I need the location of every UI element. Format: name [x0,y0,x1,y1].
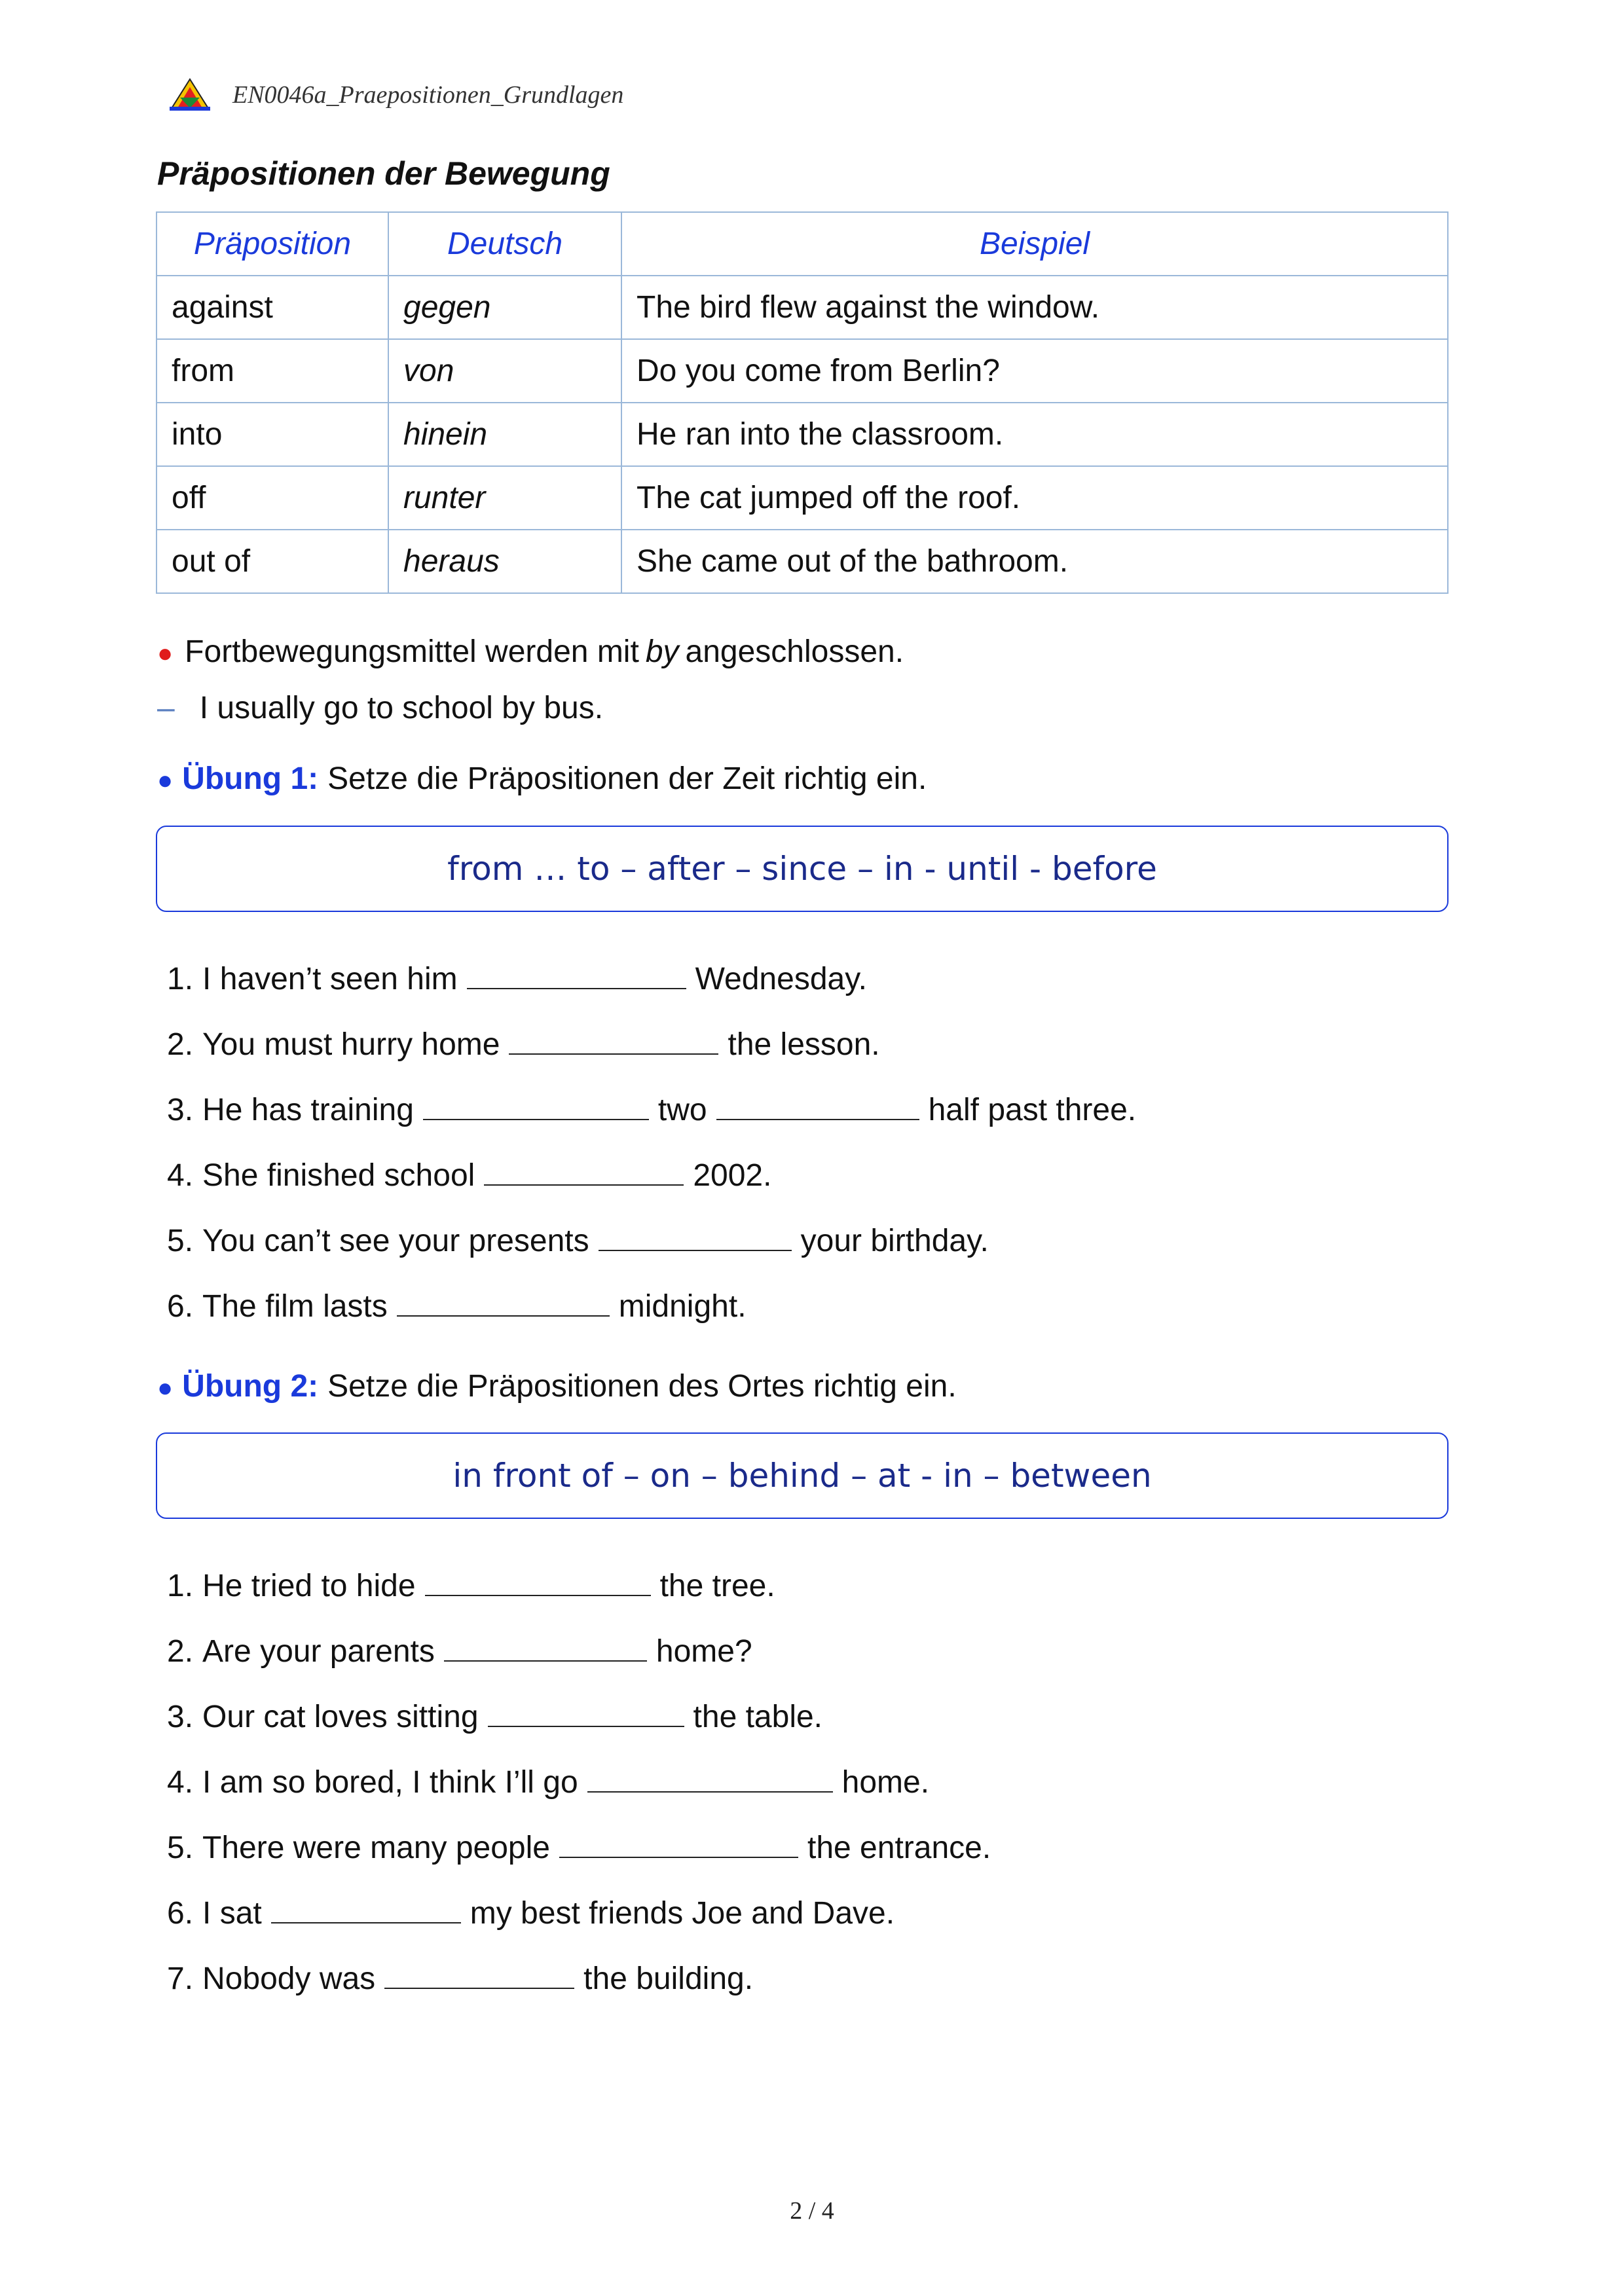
example-cell: He ran into the classroom. [621,403,1448,466]
note-example-line [157,690,603,726]
german-cell: gegen [388,276,621,339]
note-line [157,634,904,670]
exercise2-heading [157,1368,957,1404]
column-header: Deutsch [388,212,621,276]
example-cell: The cat jumped off the roof. [621,466,1448,530]
item-text: I am so bored, I think I’ll go [202,1765,578,1800]
preposition-cell: from [157,339,388,403]
item-number: 5. [167,1224,194,1258]
item-text: home? [655,1634,752,1669]
item-number: 3. [167,1700,194,1734]
answer-blank[interactable] [587,1765,833,1793]
item-text: Wednesday. [695,962,867,996]
exercise-item [167,1157,771,1194]
preposition-cell: into [157,403,388,466]
answer-blank[interactable] [599,1224,792,1251]
item-text: I haven’t seen him [202,962,458,996]
example-cell: The bird flew against the window. [621,276,1448,339]
example-cell: She came out of the bathroom. [621,530,1448,593]
german-cell: heraus [388,530,621,593]
answer-blank[interactable] [423,1093,649,1120]
page-header [167,72,623,118]
item-number: 4. [167,1158,194,1193]
item-text: He has training [202,1093,414,1127]
item-text: She finished school [202,1158,475,1193]
item-text: The film lasts [202,1289,388,1324]
item-text: the entrance. [807,1831,991,1865]
exercise-item [167,1027,880,1063]
item-text: midnight. [618,1289,747,1324]
section-title: Präpositionen der Bewegung [157,155,610,192]
exercise-item [167,1764,929,1800]
column-header: Beispiel [621,212,1448,276]
table-row [157,339,1448,403]
answer-blank[interactable] [488,1700,684,1727]
answer-blank[interactable] [484,1158,684,1186]
german-cell: hinein [388,403,621,466]
item-text: I sat [202,1896,262,1931]
answer-blank[interactable] [444,1634,647,1662]
table-row [157,530,1448,593]
table-header-row [157,212,1448,276]
exercise-item [167,1633,752,1669]
item-number: 7. [167,1961,194,1996]
item-text: half past three. [928,1093,1137,1127]
item-number: 3. [167,1093,194,1127]
exercise-label: Übung 2: [182,1369,319,1404]
answer-blank[interactable] [467,962,686,989]
column-header: Präposition [157,212,388,276]
item-number: 2. [167,1634,194,1669]
item-number: 4. [167,1765,194,1800]
exercise-item [167,1223,989,1259]
item-text: my best friends Joe and Dave. [470,1896,895,1931]
item-text: Our cat loves sitting [202,1700,479,1734]
item-text: You can’t see your presents [202,1224,589,1258]
answer-blank[interactable] [559,1831,798,1858]
answer-blank[interactable] [384,1961,574,1989]
exercise-instruction: Setze die Präpositionen des Ortes richtig ein. [327,1369,957,1404]
item-text: the tree. [659,1569,775,1603]
bullet-icon: ● [157,766,174,795]
exercise-item [167,1092,1136,1128]
word-bank-box: in front of – on – behind – at - in – between [156,1432,1449,1519]
page-number: 2 / 4 [790,2197,834,2225]
exercise-label: Übung 1: [182,761,319,796]
exercise-item [167,961,867,997]
answer-blank[interactable] [425,1569,651,1596]
item-text: the building. [583,1961,754,1996]
exercise-item [167,1288,747,1324]
exercise-item [167,1830,991,1866]
preposition-table [156,211,1449,594]
bullet-icon: ● [157,1374,174,1402]
exercise-item [167,1895,895,1931]
item-number: 6. [167,1896,194,1931]
german-cell: von [388,339,621,403]
answer-blank[interactable] [397,1289,610,1317]
exercise-item [167,1961,753,1997]
exercise-item [167,1699,822,1735]
exercise1-heading [157,761,927,797]
answer-blank[interactable] [271,1896,461,1923]
item-text: the lesson. [728,1027,880,1062]
note-example: I usually go to school by bus. [199,691,604,725]
dash-icon: – [157,691,175,725]
note-text: angeschlossen. [685,634,904,669]
exercise-item [167,1568,775,1604]
item-text: the table. [693,1700,823,1734]
item-text: Are your parents [202,1634,435,1669]
item-text: He tried to hide [202,1569,416,1603]
item-text: home. [841,1765,930,1800]
german-cell: runter [388,466,621,530]
note-text: Fortbewegungsmittel werden mit [185,634,639,669]
word-bank-box: from … to – after – since – in - until - before [156,826,1449,912]
answer-blank[interactable] [716,1093,919,1120]
item-text: There were many people [202,1831,550,1865]
item-text: Nobody was [202,1961,376,1996]
bullet-icon: ● [157,639,174,668]
preposition-cell: against [157,276,388,339]
exercise-instruction: Setze die Präpositionen der Zeit richtig ein. [327,761,927,796]
item-text: 2002. [693,1158,772,1193]
table-row [157,466,1448,530]
document-title: EN0046a_Praepositionen_Grundlagen [232,81,624,109]
item-number: 2. [167,1027,194,1062]
item-number: 5. [167,1831,194,1865]
item-number: 1. [167,962,194,996]
item-text: your birthday. [800,1224,989,1258]
table-row [157,403,1448,466]
item-text: You must hurry home [202,1027,500,1062]
logo-icon [167,78,213,112]
item-number: 1. [167,1569,194,1603]
note-emphasis: by [645,634,679,669]
answer-blank[interactable] [509,1027,718,1055]
table-row [157,276,1448,339]
item-number: 6. [167,1289,194,1324]
preposition-cell: off [157,466,388,530]
item-text: two [657,1093,707,1127]
preposition-cell: out of [157,530,388,593]
example-cell: Do you come from Berlin? [621,339,1448,403]
